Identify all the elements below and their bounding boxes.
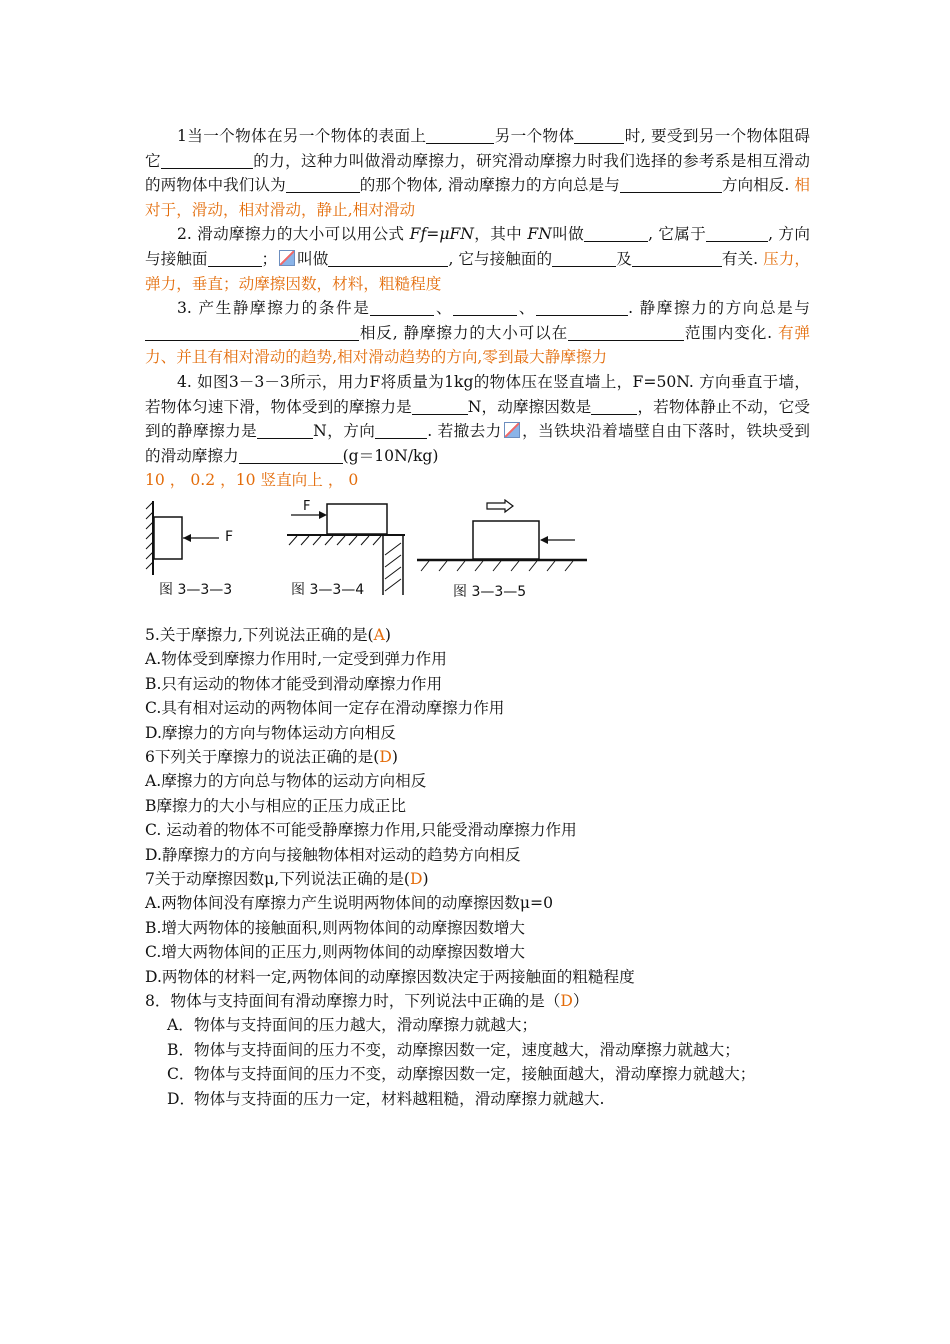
- question-8-stem: [145, 989, 810, 1013]
- q3-answer: 有弹力、并且有相对滑动的趋势,相对滑动趋势的方向,零到最大静摩擦力: [145, 323, 810, 367]
- q8-option-a: [145, 1013, 810, 1037]
- q4-blank-1: [412, 398, 468, 415]
- q6-option-c: C. 运动着的物体不可能受静摩擦力作用,只能受滑动摩擦力作用: [145, 821, 577, 840]
- q8-option-b: [145, 1038, 810, 1062]
- question-6-stem: [145, 745, 810, 769]
- q8-option-b-text: 物体与支持面间的压力不变，动摩擦因数一定，速度越大，滑动摩擦力就越大；: [194, 1040, 740, 1059]
- q3-text-1: 3. 产生静摩擦力的条件是: [177, 299, 371, 318]
- q2-fn-symbol: FN: [527, 225, 552, 244]
- q2-text-6: ；: [261, 249, 278, 268]
- q3-text-2: . 静摩擦力的方向总是与: [628, 299, 810, 318]
- q1-text-3: 时, 要受到另一个物体阻碍它: [145, 127, 810, 170]
- q7-option-d: D.两物体的材料一定,两物体间的动摩擦因数决定于两接触面的粗糙程度: [145, 967, 635, 986]
- fig1-force-label: F: [225, 528, 234, 545]
- fig3-caption: 图 3—3—5: [453, 583, 527, 600]
- q7-answer: D: [410, 869, 423, 888]
- question-7-stem: [145, 867, 810, 891]
- q4-blank-3: [257, 422, 313, 439]
- q3-blank-5: [568, 324, 684, 341]
- q2-text-1: 2. 滑动摩擦力的大小可以用公式: [177, 225, 405, 244]
- q3-blank-3: [536, 299, 628, 316]
- q1-blank-5: [620, 176, 722, 193]
- q6-close: ): [391, 747, 398, 766]
- q2-text-8: , 它与接触面的: [448, 249, 553, 268]
- q5-answer: A: [373, 625, 385, 644]
- q6-option-b: B摩擦力的大小与相应的正压力成正比: [145, 796, 406, 815]
- q2-blank-3: [208, 250, 262, 267]
- figure-row: [145, 499, 810, 611]
- q7-stem-text: 7关于动摩擦因数μ,下列说法正确的是(: [145, 869, 411, 888]
- question-1: [145, 124, 810, 222]
- q4-blank-4: [375, 422, 427, 439]
- q2-text-2: ，其中: [473, 225, 523, 244]
- q3-separator-1: 、: [434, 299, 454, 318]
- q2-blank-1: [584, 225, 648, 242]
- q2-formula: Ff=μFN: [409, 225, 474, 244]
- q3-text-3: 相反, 静摩擦力的大小可以在: [359, 323, 569, 342]
- q8-option-d-text: 物体与支持面的压力一定，材料越粗糙，滑动摩擦力就越大.: [194, 1089, 605, 1108]
- q4-text-2: N，动摩擦因数是: [467, 397, 592, 416]
- q4-text-4: N，方向: [313, 422, 376, 441]
- q4-text-7: (g＝10N/kg): [342, 446, 439, 465]
- fig2-force-label: F: [303, 498, 311, 514]
- q1-blank-1: [426, 127, 494, 144]
- q7-option-b: B.增大两物体的接触面积,则两物体间的动摩擦因数增大: [145, 918, 526, 937]
- question-3: [145, 296, 810, 370]
- q6-stem-text: 6下列关于摩擦力的说法正确的是(: [145, 747, 380, 766]
- q4-text-1: 4. 如图3－3－3所示，用力F将质量为1kg的物体压在竖直墙上，F=50N. 方向垂直于墙，若物体匀速下滑，物体受到的摩擦力是: [145, 372, 810, 416]
- q6-option-d: D.静摩擦力的方向与接触物体相对运动的趋势方向相反: [145, 845, 521, 864]
- q7-option-c: C.增大两物体间的正压力,则两物体间的动摩擦因数增大: [145, 943, 525, 962]
- document-page: [145, 124, 810, 1111]
- q2-text-7: 叫做: [297, 249, 329, 268]
- q6-answer: D: [379, 747, 392, 766]
- q4-blank-2: [591, 398, 637, 415]
- q2-answer: 压力，弹力，垂直；动摩擦因数，材料，粗糙程度: [145, 249, 810, 293]
- question-5-stem: [145, 623, 810, 647]
- q8-option-c-label: C．: [167, 1065, 195, 1084]
- broken-image-icon: [279, 250, 295, 266]
- q2-text-3: 叫做: [551, 225, 585, 244]
- q2-text-4: , 它属于: [648, 225, 707, 244]
- q3-blank-2: [453, 299, 517, 316]
- q4-blank-5: [239, 447, 343, 464]
- q8-option-c-text: 物体与支持面间的压力不变，动摩擦因数一定，接触面越大，滑动摩擦力就越大；: [194, 1065, 756, 1084]
- fig1-caption: 图 3—3—3: [159, 581, 233, 598]
- q5-option-b: B.只有运动的物体才能受到滑动摩擦力作用: [145, 674, 443, 693]
- q1-answer: 相对于，滑动，相对滑动，静止,相对滑动: [145, 176, 810, 219]
- q1-blank-3: [161, 152, 253, 169]
- q3-separator-2: 、: [517, 299, 537, 318]
- q4-text-5: . 若撤去力: [427, 422, 502, 441]
- q2-blank-4: [328, 250, 448, 267]
- q1-text-6: 方向相反.: [721, 176, 790, 195]
- q7-close: ): [422, 869, 429, 888]
- q1-text-5: 的那个物体, 滑动摩擦力的方向总是与: [359, 176, 620, 195]
- q2-text-9: 及: [616, 249, 632, 268]
- question-2: [145, 222, 810, 296]
- q1-text-4: 的力，这种力叫做滑动摩擦力，研究滑动摩擦力时我们选择的参考系是相互滑动的两物体中我们认为: [145, 151, 810, 195]
- q8-option-a-text: 物体与支持面间的压力越大，滑动摩擦力就越大；: [194, 1016, 538, 1035]
- q3-text-4: 范围内变化.: [684, 323, 773, 342]
- q8-option-c: [145, 1062, 810, 1086]
- q2-text-10: 有关.: [721, 249, 759, 268]
- q8-option-d-label: D．: [167, 1089, 196, 1108]
- q4-answer: 10 ， 0.2 ，10 竖直向上 ， 0: [145, 471, 359, 490]
- question-4: [145, 370, 810, 493]
- q7-option-a: A.两物体间没有摩擦力产生说明两物体间的动摩擦因数μ=0: [145, 894, 553, 913]
- q8-answer: D: [560, 992, 573, 1010]
- q3-blank-1: [370, 299, 434, 316]
- q2-text-5: , 方向与接触面: [145, 225, 810, 268]
- q8-option-d: [145, 1087, 810, 1111]
- q1-text-2: 另一个物体: [494, 127, 575, 145]
- q2-blank-2: [706, 225, 768, 242]
- q2-blank-5: [552, 250, 616, 267]
- q1-blank-4: [286, 176, 360, 193]
- q5-option-d: D.摩擦力的方向与物体运动方向相反: [145, 723, 396, 742]
- q8-option-a-label: A．: [167, 1016, 194, 1035]
- q6-option-a: A.摩擦力的方向总与物体的运动方向相反: [145, 772, 427, 791]
- fig2-caption: 图 3—3—4: [291, 581, 365, 598]
- q5-close: ): [384, 625, 391, 644]
- q5-option-c: C.具有相对运动的两物体间一定存在滑动摩擦力作用: [145, 699, 505, 718]
- q8-close: ）: [572, 992, 589, 1010]
- q8-option-b-label: B．: [167, 1040, 195, 1059]
- q2-blank-6: [632, 250, 722, 267]
- q5-stem-text: 5.关于摩擦力,下列说法正确的是(: [145, 625, 374, 644]
- q5-option-a: A.物体受到摩擦力作用时,一定受到弹力作用: [145, 650, 447, 669]
- q1-text-1: 1当一个物体在另一个物体的表面上: [177, 127, 427, 145]
- q3-blank-4: [145, 324, 359, 341]
- q4-text-6: ，当铁块沿着墙壁自由下落时，铁块受到的滑动摩擦力: [145, 422, 810, 465]
- q1-blank-2: [574, 127, 624, 144]
- q4-text-3: ，若物体静止不动，它受到的静摩擦力是: [145, 397, 810, 441]
- q8-stem-text: 8．物体与支持面间有滑动摩擦力时，下列说法中正确的是（: [145, 992, 561, 1010]
- broken-image-icon: [504, 422, 520, 438]
